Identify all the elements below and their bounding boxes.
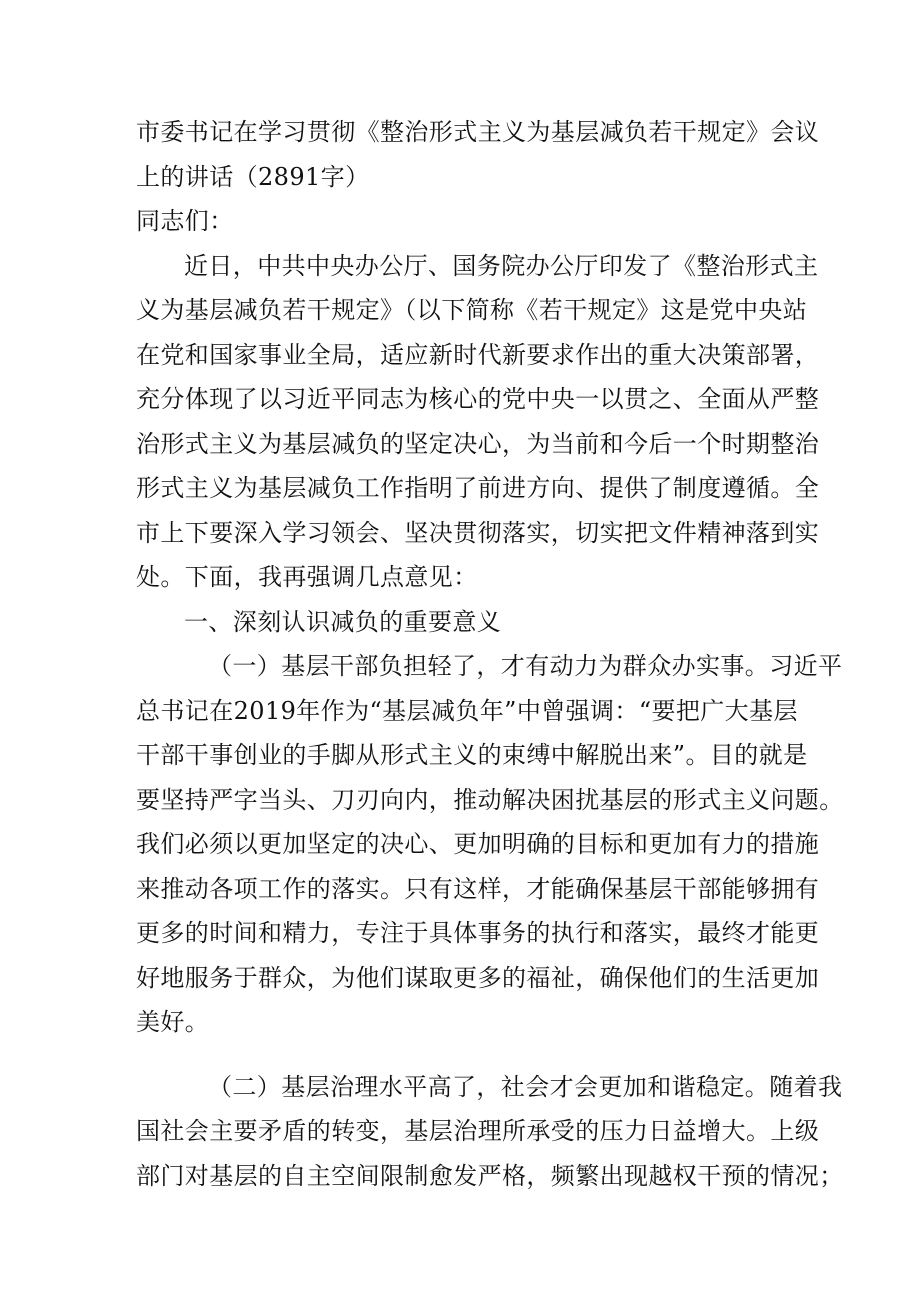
paragraph-line: （一）基层干部负担轻了，才有动力为群众办实事。习近平	[208, 652, 843, 680]
paragraph-line: 部门对基层的自主空间限制愈发严格，频繁出现越权干预的情况；	[136, 1161, 844, 1190]
title-line: 上的讲话（2891字）	[136, 162, 370, 191]
paragraph-line: 美好。	[136, 1008, 210, 1036]
paragraph-line: 在党和国家事业全局，适应新时代新要求作出的重大决策部署，	[136, 340, 820, 369]
paragraph-line: 干部干事创业的手脚从形式主义的束缚中解脱出来”。目的就是	[136, 741, 808, 769]
paragraph-line: 国社会主要矛盾的转变，基层治理所承受的压力日益增大。上级	[136, 1117, 820, 1145]
paragraph-line: 更多的时间和精力，专注于具体事务的执行和落实，最终才能更	[136, 919, 820, 947]
paragraph-section-1	[136, 644, 844, 1045]
paragraph-line: 处。下面，我再强调几点意见：	[136, 563, 478, 591]
paragraph-line: 市上下要深入学习领会、坚决贯彻落实，切实把文件精神落到实	[136, 518, 820, 547]
salutation: 同志们：	[136, 207, 234, 235]
document-body	[136, 110, 844, 1198]
title-line: 市委书记在学习贯彻《整治形式主义为基层减负若干规定》会议	[136, 118, 820, 146]
section-heading: 一、深刻认识减负的重要意义	[184, 607, 502, 636]
paragraph-line: 充分体现了以习近平同志为核心的党中央一以贯之、全面从严整	[136, 385, 820, 413]
paragraph-line: 来推动各项工作的落实。只有这样，才能确保基层干部能够拥有	[136, 874, 820, 903]
paragraph-line: 好地服务于群众，为他们谋取更多的福祉，确保他们的生活更加	[136, 963, 820, 992]
paragraph-section-2	[136, 1065, 844, 1199]
paragraph-line: 总书记在2019年作为“基层减负年”中曾强调：“要把广大基层	[136, 696, 798, 725]
paragraph-line: 形式主义为基层减负工作指明了前进方向、提供了制度遵循。全	[136, 474, 820, 502]
paragraph-intro	[136, 244, 820, 600]
paragraph-gap	[136, 1045, 792, 1065]
paragraph-line: 近日，中共中央办公厅、国务院办公厅印发了《整治形式主	[184, 251, 819, 280]
document-title	[136, 110, 820, 199]
paragraph-line: （二）基层治理水平高了，社会才会更加和谐稳定。随着我	[208, 1072, 843, 1101]
paragraph-line: 治形式主义为基层减负的坚定决心，为当前和今后一个时期整治	[136, 429, 820, 458]
paragraph-line: 要坚持严字当头、刀刃向内，推动解决困扰基层的形式主义问题。	[136, 785, 844, 814]
paragraph-line: 我们必须以更加坚定的决心、更加明确的目标和更加有力的措施	[136, 830, 820, 858]
paragraph-line: 义为基层减负若干规定》（以下简称《若干规定》这是党中央站	[136, 296, 808, 324]
